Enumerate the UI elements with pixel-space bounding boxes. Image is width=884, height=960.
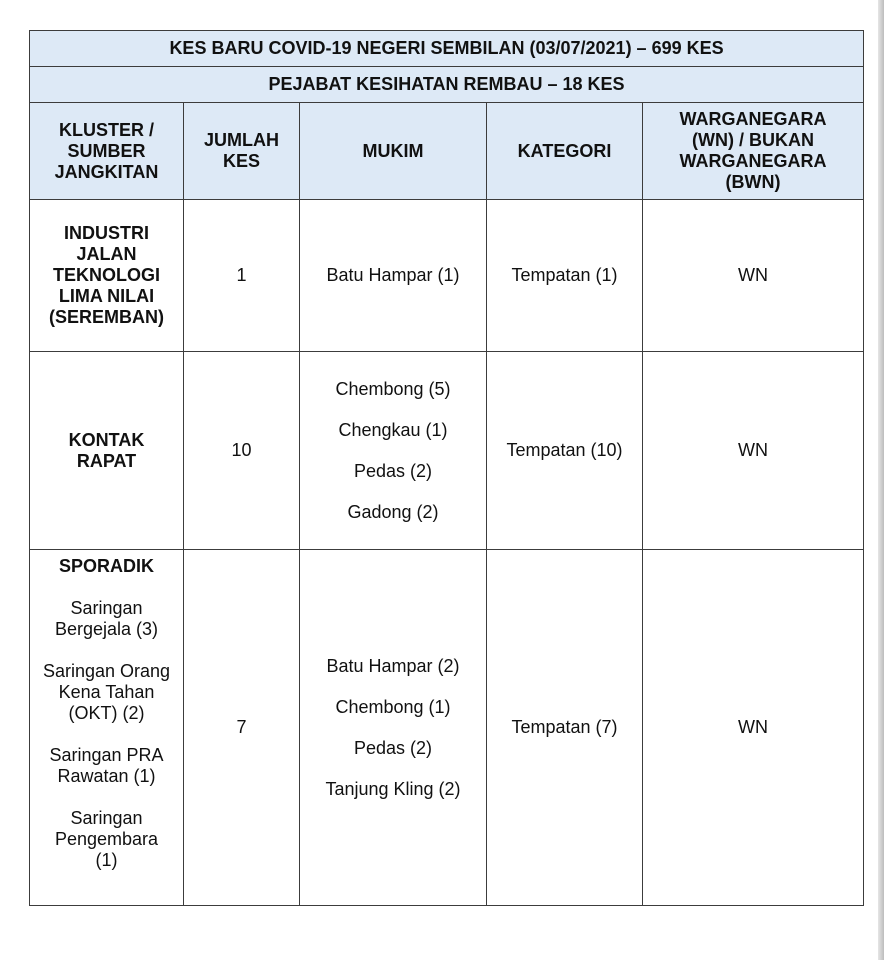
cell-kategori: Tempatan (7) bbox=[487, 550, 643, 906]
cell-kategori: Tempatan (10) bbox=[487, 352, 643, 550]
table-row bbox=[30, 352, 864, 550]
mukim-list bbox=[304, 656, 482, 800]
cell-kategori: Tempatan (1) bbox=[487, 200, 643, 352]
cell-mukim bbox=[300, 200, 487, 352]
header-jumlah: JUMLAH KES bbox=[184, 103, 300, 200]
cell-warganegara: WN bbox=[643, 550, 864, 906]
header-mukim: MUKIM bbox=[300, 103, 487, 200]
list-item: Pedas (2) bbox=[353, 737, 433, 758]
mukim-list bbox=[304, 265, 482, 286]
list-item: Saringan Pengembara (1) bbox=[54, 808, 159, 870]
list-item: Batu Hampar (1) bbox=[326, 265, 460, 285]
list-item: Saringan Bergejala (3) bbox=[54, 598, 159, 639]
cell-warganegara: WN bbox=[643, 352, 864, 550]
sporadik-title: SPORADIK bbox=[58, 556, 154, 576]
table-title: KES BARU COVID-19 NEGERI SEMBILAN (03/07/2021) – 699 KES bbox=[30, 31, 864, 67]
cell-jumlah: 1 bbox=[184, 200, 300, 352]
column-header-row bbox=[30, 103, 864, 200]
table-title-row bbox=[30, 31, 864, 67]
header-warganegara: WARGANEGARA (WN) / BUKAN WARGANEGARA (BWN) bbox=[643, 103, 864, 200]
cell-jumlah: 10 bbox=[184, 352, 300, 550]
mukim-list bbox=[304, 379, 482, 523]
sporadik-list bbox=[42, 598, 171, 871]
cell-jumlah: 7 bbox=[184, 550, 300, 906]
cell-mukim bbox=[300, 550, 487, 906]
list-item: Chengkau (1) bbox=[338, 419, 448, 440]
table-row bbox=[30, 200, 864, 352]
header-kluster: KLUSTER / SUMBER JANGKITAN bbox=[30, 103, 184, 200]
table-row bbox=[30, 550, 864, 906]
table-subtitle: PEJABAT KESIHATAN REMBAU – 18 KES bbox=[30, 67, 864, 103]
cell-kluster: KONTAK RAPAT bbox=[30, 352, 184, 550]
table-subtitle-row bbox=[30, 67, 864, 103]
list-item: Tanjung Kling (2) bbox=[325, 778, 461, 799]
screen-edge-shadow bbox=[878, 0, 884, 960]
list-item: Chembong (5) bbox=[335, 378, 451, 399]
cell-kluster: INDUSTRI JALAN TEKNOLOGI LIMA NILAI (SEREMBAN) bbox=[30, 200, 184, 352]
list-item: Batu Hampar (2) bbox=[326, 655, 460, 676]
cell-warganegara: WN bbox=[643, 200, 864, 352]
list-item: Chembong (1) bbox=[335, 696, 451, 717]
cell-kluster bbox=[30, 550, 184, 906]
cell-mukim bbox=[300, 352, 487, 550]
list-item: Saringan Orang Kena Tahan (OKT) (2) bbox=[42, 661, 171, 723]
header-kategori: KATEGORI bbox=[487, 103, 643, 200]
covid-cases-table bbox=[29, 30, 864, 906]
list-item: Saringan PRA Rawatan (1) bbox=[49, 745, 164, 786]
list-item: Gadong (2) bbox=[347, 501, 439, 522]
list-item: Pedas (2) bbox=[353, 460, 433, 481]
